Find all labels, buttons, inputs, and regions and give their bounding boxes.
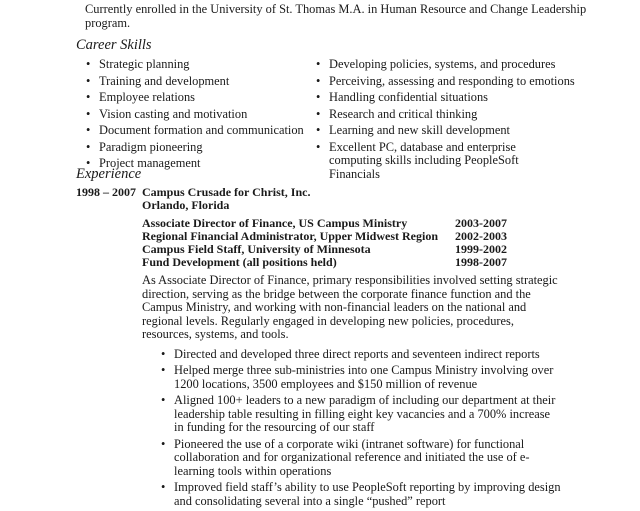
position-dates: 2002-2003 [455,229,507,243]
position-dates: 1998-2007 [455,255,507,269]
employment-years: 1998 – 2007 [76,185,136,199]
career-skills-heading: Career Skills [76,37,152,53]
positions-list [142,217,507,269]
position-title: Regional Financial Administrator, Upper Midwest Region [142,229,439,243]
list-item: • Strategic planning [86,58,304,75]
list-item: • Developing policies, systems, and procedures [316,58,571,75]
skills-left-list [86,58,304,174]
list-item: • Helped merge three sub-ministries into one Campus Ministry involving over 1200 locations, 3500 employees and $150 million of revenue [161,364,561,391]
list-item: • Excellent PC, database and enterprise computing skills including PeopleSoft Financials [316,141,571,182]
list-item: • Project management [86,157,304,174]
list-item: • Vision casting and motivation [86,108,304,125]
list-item: • Handling confidential situations [316,91,571,108]
list-item: • Perceiving, assessing and responding to emotions [316,75,571,92]
position-title: Campus Field Staff, University of Minnesota [142,242,371,256]
position-dates: 1999-2002 [455,242,507,256]
list-item: • Paradigm pioneering [86,141,304,158]
list-item: • Learning and new skill development [316,124,571,141]
list-item: • Directed and developed three direct reports and seventeen indirect reports [161,348,561,362]
list-item: • Training and development [86,75,304,92]
list-item: • Document formation and communication [86,124,304,141]
position-title: Fund Development (all positions held) [142,255,337,269]
list-item: • Employee relations [86,91,304,108]
list-item: • Pioneered the use of a corporate wiki (intranet software) for functional collaboration and for organizational reference and initiated the use of e-learning tools within operations [161,438,561,479]
company-location: Orlando, Florida [142,198,230,212]
experience-heading: Experience [76,166,142,182]
skills-right-list [316,57,575,181]
intro-text: Currently enrolled in the University of St. Thomas M.A. in Human Resource and Change Leadership [85,2,587,16]
position-row [142,256,507,269]
list-item: • Research and critical thinking [316,108,571,125]
responsibilities-list [161,348,561,509]
company-name: Campus Crusade for Christ, Inc. [142,185,311,199]
experience-summary: As Associate Director of Finance, primary responsibilities involved setting strategic direction, serving as the bridge between the corporate finance function and the Campus Ministry, and working with non-financial leaders on the national and regional levels. Regularly engaged in developing new policies, procedures, resources, systems, and tools. [142,273,558,341]
intro-text: program. [85,16,131,30]
position-title: Associate Director of Finance, US Campus Ministry [142,216,408,230]
experience-details [142,274,562,511]
list-item: • Aligned 100+ leaders to a new paradigm of including our department at their leadership table resulting in filling eight key vacancies and a 700% increase in funding for the resourcing of our staff [161,394,561,435]
position-dates: 2003-2007 [455,216,507,230]
list-item: • Improved field staff’s ability to use PeopleSoft reporting by improving design and consolidating several into a single “pushed” report [161,481,561,508]
